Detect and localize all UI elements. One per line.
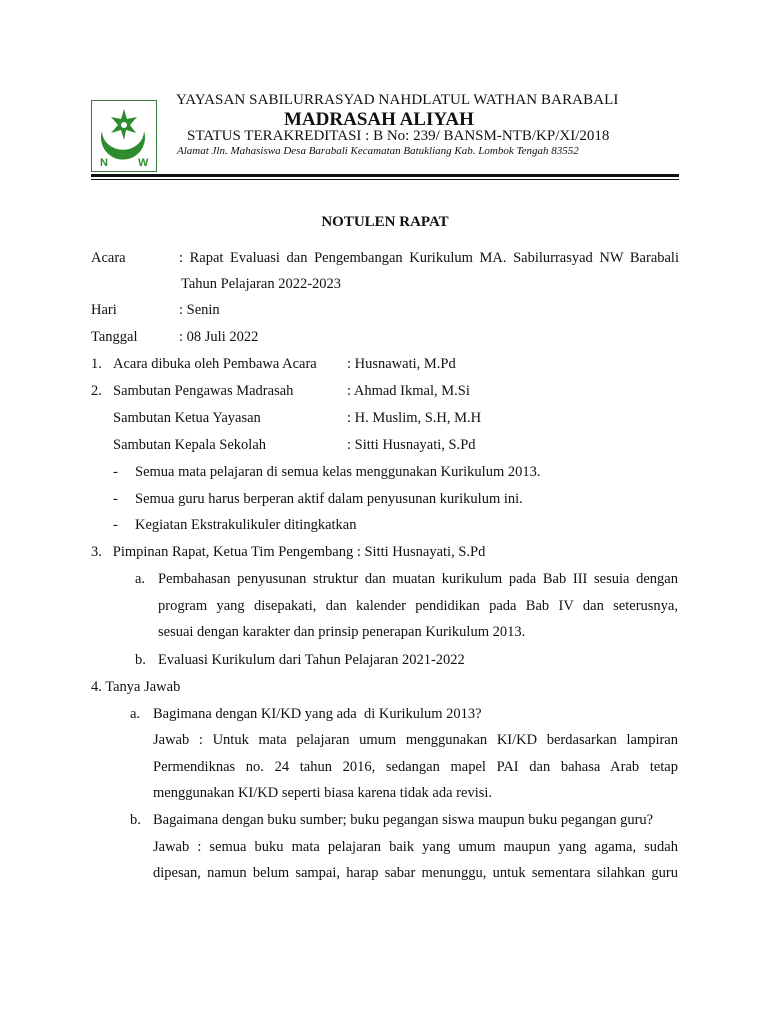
item-3a-line3: sesuai dengan karakter dan prinsip penerapan Kurikulum 2013. [158, 624, 526, 640]
acara-value-line2: Tahun Pelajaran 2022-2023 [181, 276, 342, 292]
bullet-dash: - [113, 517, 118, 533]
item-1-label: Acara dibuka oleh Pembawa Acara [113, 356, 317, 372]
hari-label: Hari [91, 302, 117, 318]
item-2c-label: Sambutan Kepala Sekolah [113, 437, 267, 453]
logo-letters: NW [100, 157, 179, 169]
question-b-number: b. [130, 812, 141, 828]
tanggal-label: Tanggal [91, 329, 138, 345]
acara-label: Acara [91, 250, 126, 266]
item-2c-value: : Sitti Husnayati, S.Pd [347, 437, 476, 453]
school-address: Alamat Jln. Mahasiswa Desa Barabali Kecamatan Batukliang Kab. Lombok Tengah 83552 [177, 145, 579, 157]
bullet-dash: - [113, 464, 118, 480]
item-1-value: : Husnawati, M.Pd [347, 356, 456, 372]
bullet-dash: - [113, 491, 118, 507]
item-2b-label: Sambutan Ketua Yayasan [113, 410, 261, 426]
school-name: MADRASAH ALIYAH [284, 109, 474, 130]
answer-b-line2: dipesan, namun belum sampai, harap sabar menunggu, untuk sementara silahkan guru [153, 865, 678, 881]
answer-b-line1: Jawab : semua buku mata pelajaran baik yang umum maupun yang agama, sudah [153, 839, 678, 855]
item-3b-number: b. [135, 652, 146, 668]
bullet-2: Semua guru harus berperan aktif dalam penyusunan kurikulum ini. [135, 491, 523, 507]
question-a: Bagimana dengan KI/KD yang ada di Kurikulum 2013? [153, 706, 482, 722]
bullet-3: Kegiatan Ekstrakulikuler ditingkatkan [135, 517, 357, 533]
tanggal-value: : 08 Juli 2022 [179, 329, 259, 345]
item-2-number: 2. [91, 383, 102, 399]
question-a-number: a. [130, 706, 141, 722]
foundation-name: YAYASAN SABILURRASYAD NAHDLATUL WATHAN BARABALI [176, 92, 619, 108]
answer-a-line2: Permendiknas no. 24 tahun 2016, sedangan mapel PAI dan bahasa Arab tetap [153, 759, 678, 775]
header-rule-thick [91, 174, 679, 177]
item-1-number: 1. [91, 356, 102, 372]
question-b: Bagaimana dengan buku sumber; buku pegangan siswa maupun buku pegangan guru? [153, 812, 654, 828]
item-3a-line2: program yang disepakati, dan kalender pendidikan pada Bab IV dan seterusnya, [158, 598, 678, 614]
header-rule-thin [91, 179, 679, 180]
acara-value-line1: : Rapat Evaluasi dan Pengembangan Kurikulum MA. Sabilurrasyad NW Barabali [179, 250, 679, 266]
item-3b-text: Evaluasi Kurikulum dari Tahun Pelajaran 2021-2022 [158, 652, 465, 668]
hari-value: : Senin [179, 302, 220, 318]
answer-a-line1: Jawab : Untuk mata pelajaran umum menggunakan KI/KD berdasarkan lampiran [153, 732, 678, 748]
document-title: NOTULEN RAPAT [321, 214, 449, 230]
item-4: 4. Tanya Jawab [91, 679, 181, 695]
school-logo [91, 100, 179, 172]
item-2a-label: Sambutan Pengawas Madrasah [113, 383, 294, 399]
answer-a-line3: menggunakan KI/KD seperti biasa karena tidak ada revisi. [153, 785, 493, 801]
item-3a-line1: Pembahasan penyusunan struktur dan muatan kurikulum pada Bab III sesuia dengan [158, 571, 678, 587]
bullet-1: Semua mata pelajaran di semua kelas menggunakan Kurikulum 2013. [135, 464, 541, 480]
accreditation-status: STATUS TERAKREDITASI : B No: 239/ BANSM-NTB/KP/XI/2018 [187, 128, 610, 144]
item-3a-number: a. [135, 571, 146, 587]
item-2a-value: : Ahmad Ikmal, M.Si [347, 383, 470, 399]
item-3: 3. Pimpinan Rapat, Ketua Tim Pengembang : Sitti Husnayati, S.Pd [91, 544, 486, 560]
item-2b-value: : H. Muslim, S.H, M.H [347, 410, 482, 426]
